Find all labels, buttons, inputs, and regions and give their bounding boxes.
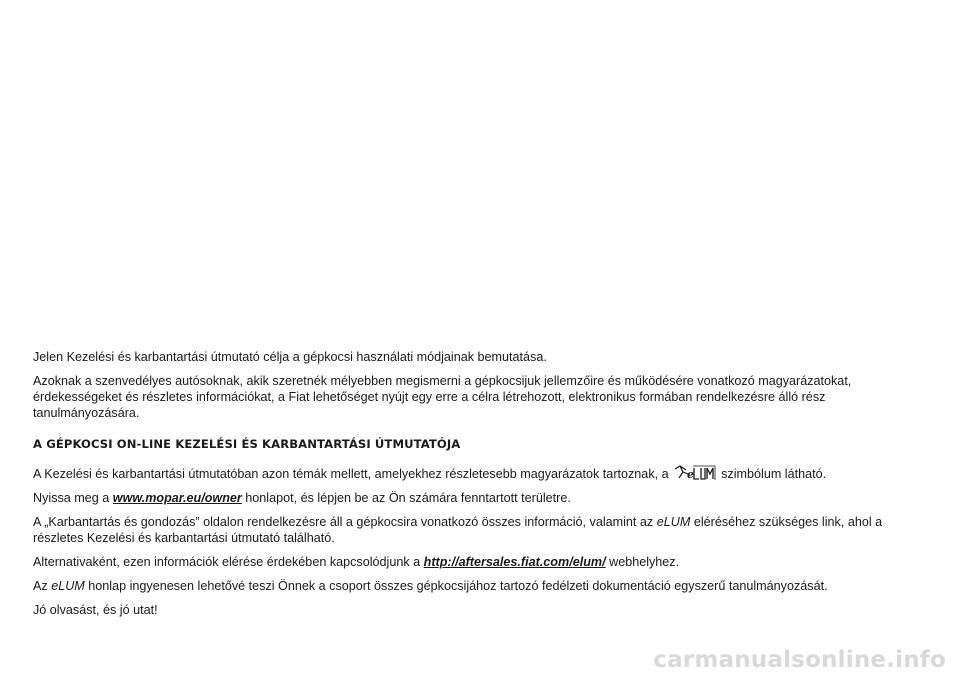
maintenance-paragraph xyxy=(33,514,933,546)
section-heading: A GÉPKOCSI ON-LINE KEZELÉSI ÉS KARBANTARTÁSI ÚTMUTATÓJA xyxy=(33,437,461,451)
symbol-paragraph xyxy=(33,464,933,482)
elum-term: eLUM xyxy=(656,515,691,529)
enthusiasts-paragraph: Azoknak a szenvedélyes autósoknak, akik szeretnék mélyebben megismerni a gépkocsijuk jellemzőire és működésére vonatkozó magyarázatokat, érdekességeket és részletes információkat, a Fiat lehetőséget nyújt egy erre a célra létrehozott, elektronikus formában rendelkezésre álló rész tanulmányozására. xyxy=(33,374,852,420)
intro-paragraph: Jelen Kezelési és karbantartási útmutató célja a gépkocsi használati módjainak bemutatása. xyxy=(33,350,547,364)
maintenance-before: A „Karbantartás és gondozás” oldalon rendelkezésre áll a gépkocsira vonatkozó összes információ, valamint az xyxy=(33,515,657,529)
aftersales-elum-link[interactable]: http://aftersales.fiat.com/elum/ xyxy=(423,555,606,569)
svg-text:e: e xyxy=(687,468,695,481)
elum-hand-icon xyxy=(674,464,718,481)
elum-site-paragraph xyxy=(33,578,933,594)
open-page-after: honlapot, és lépjen be az Ön számára fenntartott területre. xyxy=(241,491,571,505)
elum-site-before: Az xyxy=(33,579,52,593)
alternative-before: Alternativaként, ezen információk elérése érdekében kapcsolódjunk a xyxy=(33,555,424,569)
watermark: carmanualsonline.info xyxy=(653,647,946,673)
elum-site-after: honlap ingyenesen lehetővé teszi Önnek a csoport összes gépkocsijához tartozó fedélzeti dokumentáció egyszerű tanulmányozását. xyxy=(84,579,828,593)
manual-intro xyxy=(33,349,933,626)
elum-term: eLUM xyxy=(51,579,85,593)
alternative-after: webhelyhez. xyxy=(605,555,680,569)
open-page-before: Nyissa meg a xyxy=(33,491,113,505)
symbol-text-after: szimbólum látható. xyxy=(721,467,827,481)
closing-paragraph: Jó olvasást, és jó utat! xyxy=(33,603,158,617)
mopar-owner-link[interactable]: www.mopar.eu/owner xyxy=(112,491,242,505)
symbol-text-before: A Kezelési és karbantartási útmutatóban azon témák mellett, amelyekhez részletesebb magyarázatok tartoznak, a xyxy=(33,467,673,481)
open-page-paragraph xyxy=(33,490,933,506)
alternative-paragraph xyxy=(33,554,933,570)
maintenance-after: eléréséhez szükséges link, ahol a részletes Kezelési és karbantartási útmutató található. xyxy=(33,515,883,545)
